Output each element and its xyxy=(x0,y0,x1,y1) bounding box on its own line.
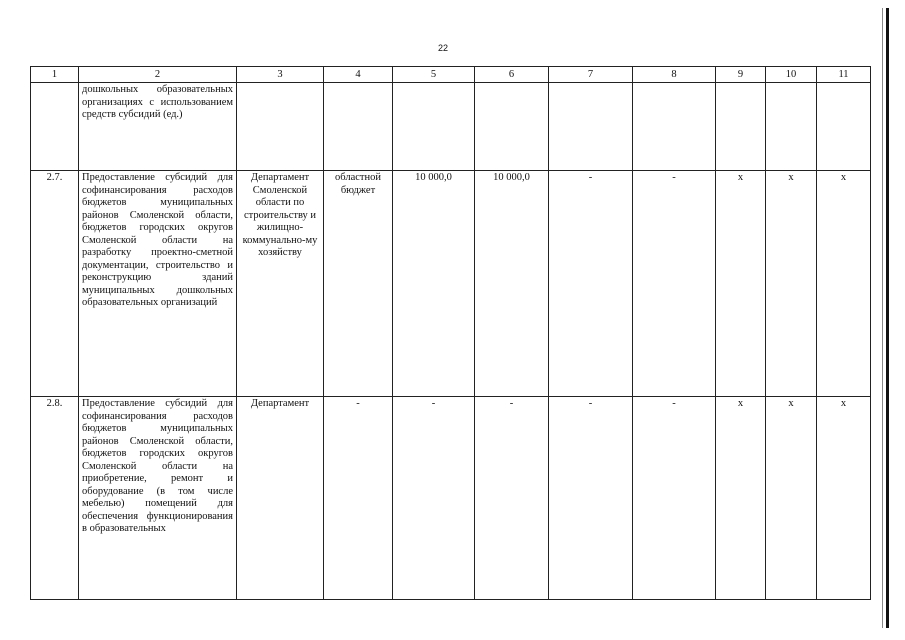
page-number: 22 xyxy=(438,43,449,53)
item-year-1 xyxy=(475,83,549,171)
item-funding-source: - xyxy=(324,397,393,600)
item-funding-source: областной бюджет xyxy=(324,171,393,397)
header-cell: 1 xyxy=(31,67,79,83)
item-indicator-1: x xyxy=(716,397,766,600)
item-executor: Департамент xyxy=(237,397,324,600)
item-year-2 xyxy=(549,83,633,171)
header-cell: 11 xyxy=(817,67,871,83)
item-total xyxy=(393,83,475,171)
item-number: 2.8. xyxy=(31,397,79,600)
item-year-2: - xyxy=(549,397,633,600)
header-cell: 7 xyxy=(549,67,633,83)
item-indicator-2: x xyxy=(766,397,817,600)
header-cell: 10 xyxy=(766,67,817,83)
table-row xyxy=(31,171,871,397)
item-funding-source xyxy=(324,83,393,171)
header-cell: 2 xyxy=(79,67,237,83)
item-year-3: - xyxy=(633,171,716,397)
item-executor: Департамент Смоленской области по строительству и жилищно-коммунально-му хозяйству xyxy=(237,171,324,397)
scan-edge-border xyxy=(886,8,889,628)
table-row xyxy=(31,83,871,171)
item-indicator-1: x xyxy=(716,171,766,397)
header-cell: 4 xyxy=(324,67,393,83)
item-total: - xyxy=(393,397,475,600)
header-cell: 8 xyxy=(633,67,716,83)
program-table xyxy=(30,66,871,600)
item-description: Предоставление субсидий для софинансирования расходов бюджетов муниципальных районов Смоленской области, бюджетов городских округов Смоленской области на разработку проектно-сметной документации, строительство и реконструкцию зданий муниципальных дошкольных образовательных организаций xyxy=(79,171,237,397)
item-description: дошкольных образовательных организациях с использованием средств субсидий (ед.) xyxy=(79,83,237,171)
item-year-2: - xyxy=(549,171,633,397)
scan-edge-line xyxy=(882,8,883,628)
item-indicator-3: x xyxy=(817,397,871,600)
item-year-3: - xyxy=(633,397,716,600)
item-number xyxy=(31,83,79,171)
header-cell: 5 xyxy=(393,67,475,83)
item-indicator-3 xyxy=(817,83,871,171)
item-indicator-2: x xyxy=(766,171,817,397)
item-executor xyxy=(237,83,324,171)
item-description: Предоставление субсидий для софинансирования расходов бюджетов муниципальных районов Смоленской области, бюджетов городских округов Смоленской области на приобретение, ремонт и оборудование (в том числе мебелью) помещений для обеспечения функционирования в образовательных xyxy=(79,397,237,600)
item-number: 2.7. xyxy=(31,171,79,397)
item-year-1: - xyxy=(475,397,549,600)
item-year-3 xyxy=(633,83,716,171)
header-cell: 9 xyxy=(716,67,766,83)
table-row xyxy=(31,397,871,600)
item-indicator-1 xyxy=(716,83,766,171)
header-row xyxy=(31,67,871,83)
item-indicator-2 xyxy=(766,83,817,171)
item-year-1: 10 000,0 xyxy=(475,171,549,397)
header-cell: 3 xyxy=(237,67,324,83)
header-cell: 6 xyxy=(475,67,549,83)
item-indicator-3: x xyxy=(817,171,871,397)
item-total: 10 000,0 xyxy=(393,171,475,397)
